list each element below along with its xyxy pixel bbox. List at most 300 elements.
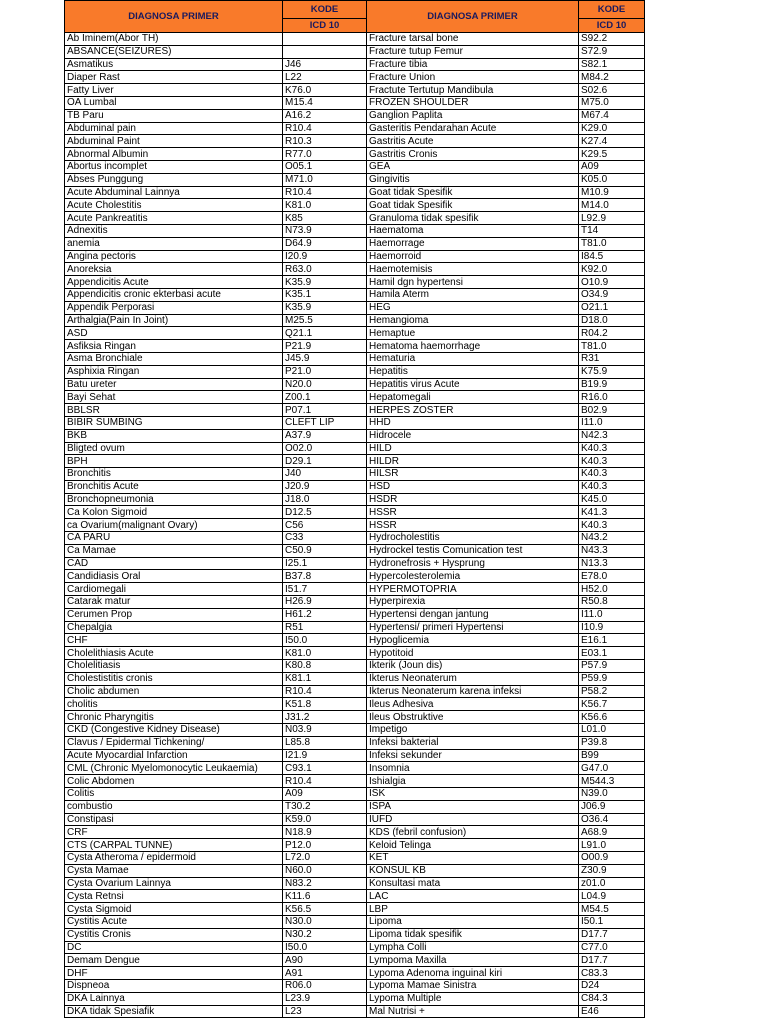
diagnosa-right-cell: Fracture tibia xyxy=(367,58,579,71)
diagnosa-left-cell: Clavus / Epidermal Tichkening/ xyxy=(65,736,283,749)
diagnosa-left-cell: BPH xyxy=(65,455,283,468)
diagnosa-right-cell: Haematoma xyxy=(367,224,579,237)
header-diagnosa-right: DIAGNOSA PRIMER xyxy=(367,1,579,33)
kode-left-cell: J20.9 xyxy=(283,480,367,493)
kode-right-cell: I50.1 xyxy=(579,915,645,928)
kode-left-cell: K59.0 xyxy=(283,813,367,826)
diagnosa-left-cell: Appendicitis Acute xyxy=(65,276,283,289)
kode-right-cell: K40.3 xyxy=(579,480,645,493)
diagnosa-left-cell: DKA Lainnya xyxy=(65,992,283,1005)
table-row xyxy=(65,634,645,647)
diagnosa-left-cell: Asfiksia Ringan xyxy=(65,340,283,353)
table-row xyxy=(65,736,645,749)
kode-left-cell: J18.0 xyxy=(283,493,367,506)
diagnosa-right-cell: Hematoma haemorrhage xyxy=(367,340,579,353)
header-icd-left: ICD 10 xyxy=(283,19,367,33)
kode-right-cell: D18.0 xyxy=(579,314,645,327)
kode-right-cell: K40.3 xyxy=(579,519,645,532)
kode-right-cell: B99 xyxy=(579,749,645,762)
kode-left-cell: N30.2 xyxy=(283,928,367,941)
table-row xyxy=(65,96,645,109)
diagnosa-right-cell: KET xyxy=(367,852,579,865)
kode-left-cell: C33 xyxy=(283,532,367,545)
diagnosa-left-cell: Cerumen Prop xyxy=(65,608,283,621)
diagnosa-left-cell: Cysta Ovarium Lainnya xyxy=(65,877,283,890)
table-row xyxy=(65,647,645,660)
kode-left-cell: R10.4 xyxy=(283,122,367,135)
kode-right-cell: M75.0 xyxy=(579,96,645,109)
kode-left-cell: A90 xyxy=(283,954,367,967)
kode-right-cell: P57.9 xyxy=(579,660,645,673)
diagnosa-left-cell: Cystitis Acute xyxy=(65,915,283,928)
kode-left-cell: P21.0 xyxy=(283,365,367,378)
kode-right-cell: N43.2 xyxy=(579,532,645,545)
kode-right-cell: M67.4 xyxy=(579,109,645,122)
kode-left-cell: T30.2 xyxy=(283,800,367,813)
kode-right-cell: H52.0 xyxy=(579,583,645,596)
table-row xyxy=(65,186,645,199)
diagnosa-right-cell: HHD xyxy=(367,416,579,429)
table-row xyxy=(65,404,645,417)
kode-left-cell: D29.1 xyxy=(283,455,367,468)
diagnosa-right-cell: Gastritis Acute xyxy=(367,135,579,148)
kode-left-cell: I51.7 xyxy=(283,583,367,596)
kode-left-cell: M71.0 xyxy=(283,173,367,186)
diagnosa-right-cell: Haemotemisis xyxy=(367,263,579,276)
diagnosa-right-cell: HERPES ZOSTER xyxy=(367,404,579,417)
diagnosa-right-cell: HYPERMOTOPRIA xyxy=(367,583,579,596)
kode-left-cell: N18.9 xyxy=(283,826,367,839)
table-row xyxy=(65,800,645,813)
diagnosa-left-cell: Abduminal Paint xyxy=(65,135,283,148)
diagnosa-left-cell: BKB xyxy=(65,429,283,442)
table-row xyxy=(65,864,645,877)
table-row xyxy=(65,378,645,391)
kode-left-cell: K85 xyxy=(283,212,367,225)
diagnosa-left-cell: Appendicitis cronic ekterbasi acute xyxy=(65,288,283,301)
table-row xyxy=(65,327,645,340)
kode-left-cell: J45.9 xyxy=(283,352,367,365)
diagnosa-left-cell: Asmatikus xyxy=(65,58,283,71)
table-row xyxy=(65,237,645,250)
kode-left-cell: N73.9 xyxy=(283,224,367,237)
diagnosa-left-cell: Diaper Rast xyxy=(65,71,283,84)
kode-right-cell: J06.9 xyxy=(579,800,645,813)
kode-left-cell: N83.2 xyxy=(283,877,367,890)
table-row xyxy=(65,903,645,916)
diagnosa-right-cell: Fracture tutup Femur xyxy=(367,45,579,58)
table-row xyxy=(65,660,645,673)
kode-left-cell: O02.0 xyxy=(283,442,367,455)
table-row xyxy=(65,506,645,519)
diagnosa-left-cell: CTS (CARPAL TUNNE) xyxy=(65,839,283,852)
kode-right-cell: S72.9 xyxy=(579,45,645,58)
kode-right-cell: D17.7 xyxy=(579,954,645,967)
table-row xyxy=(65,276,645,289)
kode-left-cell: I21.9 xyxy=(283,749,367,762)
icd10-table xyxy=(64,0,645,1018)
diagnosa-right-cell: Ikterus Neonaterum karena infeksi xyxy=(367,685,579,698)
kode-right-cell: K27.4 xyxy=(579,135,645,148)
table-row xyxy=(65,148,645,161)
diagnosa-left-cell: Candidiasis Oral xyxy=(65,570,283,583)
kode-left-cell: K35.9 xyxy=(283,301,367,314)
diagnosa-left-cell: Abses Punggung xyxy=(65,173,283,186)
diagnosa-left-cell: ABSANCE(SEIZURES) xyxy=(65,45,283,58)
kode-right-cell: K45.0 xyxy=(579,493,645,506)
diagnosa-left-cell: Fatty Liver xyxy=(65,84,283,97)
diagnosa-left-cell: Cysta Sigmoid xyxy=(65,903,283,916)
diagnosa-right-cell: Hemaptue xyxy=(367,327,579,340)
diagnosa-left-cell: Appendik Perporasi xyxy=(65,301,283,314)
table-row xyxy=(65,480,645,493)
table-row xyxy=(65,544,645,557)
kode-right-cell: R04.2 xyxy=(579,327,645,340)
kode-left-cell: D64.9 xyxy=(283,237,367,250)
kode-left-cell: I25.1 xyxy=(283,557,367,570)
diagnosa-right-cell: HSD xyxy=(367,480,579,493)
diagnosa-left-cell: Acute Myocardial Infarction xyxy=(65,749,283,762)
table-row xyxy=(65,391,645,404)
table-row xyxy=(65,557,645,570)
diagnosa-right-cell: Hypercolesterolemia xyxy=(367,570,579,583)
kode-right-cell: I11.0 xyxy=(579,416,645,429)
kode-left-cell: R77.0 xyxy=(283,148,367,161)
table-row xyxy=(65,519,645,532)
kode-right-cell: P39.8 xyxy=(579,736,645,749)
kode-left-cell: N20.0 xyxy=(283,378,367,391)
table-row xyxy=(65,429,645,442)
kode-right-cell: E46 xyxy=(579,1005,645,1018)
kode-right-cell: K29.5 xyxy=(579,148,645,161)
diagnosa-right-cell: Fractute Tertutup Mandibula xyxy=(367,84,579,97)
kode-left-cell: K11.6 xyxy=(283,890,367,903)
kode-right-cell: B19.9 xyxy=(579,378,645,391)
diagnosa-right-cell: ISK xyxy=(367,788,579,801)
diagnosa-right-cell: Hamil dgn hypertensi xyxy=(367,276,579,289)
table-row xyxy=(65,685,645,698)
table-row xyxy=(65,33,645,46)
kode-right-cell: K41.3 xyxy=(579,506,645,519)
table-row xyxy=(65,596,645,609)
table-row xyxy=(65,109,645,122)
kode-left-cell xyxy=(283,33,367,46)
diagnosa-right-cell: Hypotitoid xyxy=(367,647,579,660)
kode-right-cell: R16.0 xyxy=(579,391,645,404)
kode-left-cell: Q21.1 xyxy=(283,327,367,340)
kode-right-cell: L01.0 xyxy=(579,724,645,737)
diagnosa-left-cell: TB Paru xyxy=(65,109,283,122)
kode-left-cell: L85.8 xyxy=(283,736,367,749)
table-row xyxy=(65,749,645,762)
table-row xyxy=(65,263,645,276)
kode-left-cell: L23 xyxy=(283,1005,367,1018)
kode-right-cell: L92.9 xyxy=(579,212,645,225)
kode-right-cell: P59.9 xyxy=(579,672,645,685)
kode-left-cell: K81.0 xyxy=(283,199,367,212)
kode-right-cell: R50.8 xyxy=(579,596,645,609)
kode-left-cell: A16.2 xyxy=(283,109,367,122)
kode-left-cell: P12.0 xyxy=(283,839,367,852)
diagnosa-right-cell: Infeksi bakterial xyxy=(367,736,579,749)
table-row xyxy=(65,979,645,992)
kode-left-cell: K35.1 xyxy=(283,288,367,301)
diagnosa-right-cell: Infeksi sekunder xyxy=(367,749,579,762)
diagnosa-left-cell: Colic Abdomen xyxy=(65,775,283,788)
kode-left-cell: R63.0 xyxy=(283,263,367,276)
diagnosa-right-cell: Insomnia xyxy=(367,762,579,775)
diagnosa-left-cell: DHF xyxy=(65,967,283,980)
diagnosa-left-cell: Chronic Pharyngitis xyxy=(65,711,283,724)
diagnosa-right-cell: Mal Nutrisi + xyxy=(367,1005,579,1018)
kode-right-cell: O00.9 xyxy=(579,852,645,865)
diagnosa-right-cell: Goat tidak Spesifik xyxy=(367,199,579,212)
diagnosa-right-cell: Ishialgia xyxy=(367,775,579,788)
kode-right-cell: M10.9 xyxy=(579,186,645,199)
diagnosa-right-cell: HSSR xyxy=(367,506,579,519)
table-row xyxy=(65,570,645,583)
kode-right-cell: E03.1 xyxy=(579,647,645,660)
table-row xyxy=(65,621,645,634)
kode-left-cell: R51 xyxy=(283,621,367,634)
header-kode-left: KODE xyxy=(283,1,367,19)
kode-left-cell: K51.8 xyxy=(283,698,367,711)
kode-left-cell: J46 xyxy=(283,58,367,71)
table-row xyxy=(65,135,645,148)
table-row xyxy=(65,314,645,327)
kode-left-cell: A37.9 xyxy=(283,429,367,442)
diagnosa-left-cell: Chepalgia xyxy=(65,621,283,634)
diagnosa-left-cell: Dispneoa xyxy=(65,979,283,992)
diagnosa-left-cell: BIBIR SUMBING xyxy=(65,416,283,429)
table-row xyxy=(65,608,645,621)
table-row xyxy=(65,416,645,429)
diagnosa-right-cell: LBP xyxy=(367,903,579,916)
kode-right-cell: K92.0 xyxy=(579,263,645,276)
diagnosa-right-cell: GEA xyxy=(367,160,579,173)
diagnosa-right-cell: Lipoma xyxy=(367,915,579,928)
diagnosa-right-cell: Ganglion Paplita xyxy=(367,109,579,122)
diagnosa-right-cell: Granuloma tidak spesifik xyxy=(367,212,579,225)
kode-left-cell: L22 xyxy=(283,71,367,84)
diagnosa-right-cell: Hepatomegali xyxy=(367,391,579,404)
kode-left-cell: M15.4 xyxy=(283,96,367,109)
kode-right-cell: M54.5 xyxy=(579,903,645,916)
kode-right-cell: N39.0 xyxy=(579,788,645,801)
kode-left-cell: C50.9 xyxy=(283,544,367,557)
table-row xyxy=(65,839,645,852)
table-row xyxy=(65,928,645,941)
diagnosa-right-cell: Hypoglicemia xyxy=(367,634,579,647)
table-row xyxy=(65,826,645,839)
diagnosa-left-cell: DKA tidak Spesiafik xyxy=(65,1005,283,1018)
diagnosa-right-cell: Lypoma Multiple xyxy=(367,992,579,1005)
kode-left-cell: H61.2 xyxy=(283,608,367,621)
kode-right-cell: K05.0 xyxy=(579,173,645,186)
diagnosa-right-cell: HILSR xyxy=(367,468,579,481)
table-row xyxy=(65,583,645,596)
kode-right-cell: O36.4 xyxy=(579,813,645,826)
table-row xyxy=(65,992,645,1005)
table-row xyxy=(65,813,645,826)
diagnosa-left-cell: Cholelithiasis Acute xyxy=(65,647,283,660)
kode-right-cell: K40.3 xyxy=(579,442,645,455)
kode-right-cell: K56.7 xyxy=(579,698,645,711)
diagnosa-right-cell: Hemangioma xyxy=(367,314,579,327)
diagnosa-left-cell: Adnexitis xyxy=(65,224,283,237)
table-row xyxy=(65,84,645,97)
kode-left-cell: K81.0 xyxy=(283,647,367,660)
table-row xyxy=(65,340,645,353)
diagnosa-right-cell: Hypertensi/ primeri Hypertensi xyxy=(367,621,579,634)
kode-right-cell: R31 xyxy=(579,352,645,365)
table-row xyxy=(65,493,645,506)
kode-right-cell: S82.1 xyxy=(579,58,645,71)
table-row xyxy=(65,698,645,711)
kode-right-cell: S92.2 xyxy=(579,33,645,46)
kode-right-cell: T14 xyxy=(579,224,645,237)
kode-right-cell: z01.0 xyxy=(579,877,645,890)
diagnosa-right-cell: HSDR xyxy=(367,493,579,506)
header-icd-right: ICD 10 xyxy=(579,19,645,33)
diagnosa-left-cell: Catarak matur xyxy=(65,596,283,609)
kode-right-cell: O21.1 xyxy=(579,301,645,314)
diagnosa-left-cell: Cardiomegali xyxy=(65,583,283,596)
kode-right-cell: L04.9 xyxy=(579,890,645,903)
kode-right-cell: C77.0 xyxy=(579,941,645,954)
diagnosa-right-cell: Gasteritis Pendarahan Acute xyxy=(367,122,579,135)
kode-left-cell: C93.1 xyxy=(283,762,367,775)
diagnosa-left-cell: Cholic abdumen xyxy=(65,685,283,698)
kode-right-cell: M14.0 xyxy=(579,199,645,212)
diagnosa-right-cell: Haemorroid xyxy=(367,250,579,263)
diagnosa-right-cell: Hypertensi dengan jantung xyxy=(367,608,579,621)
diagnosa-left-cell: Asma Bronchiale xyxy=(65,352,283,365)
diagnosa-left-cell: DC xyxy=(65,941,283,954)
diagnosa-left-cell: Abortus incomplet xyxy=(65,160,283,173)
kode-right-cell: E78.0 xyxy=(579,570,645,583)
diagnosa-left-cell: Batu ureter xyxy=(65,378,283,391)
kode-right-cell: K75.9 xyxy=(579,365,645,378)
kode-right-cell: E16.1 xyxy=(579,634,645,647)
diagnosa-right-cell: Keloid Telinga xyxy=(367,839,579,852)
table-row xyxy=(65,160,645,173)
diagnosa-left-cell: Abduminal pain xyxy=(65,122,283,135)
kode-left-cell: J40 xyxy=(283,468,367,481)
diagnosa-right-cell: FROZEN SHOULDER xyxy=(367,96,579,109)
header-kode-right: KODE xyxy=(579,1,645,19)
kode-left-cell: O05.1 xyxy=(283,160,367,173)
diagnosa-left-cell: cholitis xyxy=(65,698,283,711)
diagnosa-left-cell: Acute Cholestitis xyxy=(65,199,283,212)
diagnosa-right-cell: Hidrocele xyxy=(367,429,579,442)
diagnosa-left-cell: CRF xyxy=(65,826,283,839)
table-row xyxy=(65,532,645,545)
table-row xyxy=(65,288,645,301)
diagnosa-right-cell: Lypoma Adenoma inguinal kiri xyxy=(367,967,579,980)
table-row xyxy=(65,890,645,903)
kode-left-cell: P07.1 xyxy=(283,404,367,417)
kode-left-cell: A09 xyxy=(283,788,367,801)
diagnosa-left-cell: Cysta Mamae xyxy=(65,864,283,877)
diagnosa-right-cell: HEG xyxy=(367,301,579,314)
kode-right-cell: N42.3 xyxy=(579,429,645,442)
kode-left-cell: L23.9 xyxy=(283,992,367,1005)
diagnosa-left-cell: Asphixia Ringan xyxy=(65,365,283,378)
diagnosa-right-cell: Hydrocholestitis xyxy=(367,532,579,545)
kode-right-cell: B02.9 xyxy=(579,404,645,417)
diagnosa-right-cell: Ikterus Neonaterum xyxy=(367,672,579,685)
diagnosa-left-cell: combustio xyxy=(65,800,283,813)
kode-left-cell: R10.3 xyxy=(283,135,367,148)
diagnosa-left-cell: Bronchopneumonia xyxy=(65,493,283,506)
diagnosa-right-cell: Impetigo xyxy=(367,724,579,737)
diagnosa-right-cell: Hematuria xyxy=(367,352,579,365)
table-row xyxy=(65,762,645,775)
diagnosa-left-cell: Acute Pankreatitis xyxy=(65,212,283,225)
kode-right-cell: K40.3 xyxy=(579,455,645,468)
diagnosa-right-cell: Lypoma Mamae Sinistra xyxy=(367,979,579,992)
diagnosa-left-cell: Cysta Atheroma / epidermoid xyxy=(65,852,283,865)
diagnosa-right-cell: IUFD xyxy=(367,813,579,826)
kode-right-cell: N43.3 xyxy=(579,544,645,557)
kode-left-cell: R10.4 xyxy=(283,685,367,698)
diagnosa-left-cell: Demam Dengue xyxy=(65,954,283,967)
diagnosa-right-cell: Ikterik (Joun dis) xyxy=(367,660,579,673)
diagnosa-right-cell: Ileus Adhesiva xyxy=(367,698,579,711)
diagnosa-left-cell: Acute Abduminal Lainnya xyxy=(65,186,283,199)
kode-right-cell: T81.0 xyxy=(579,237,645,250)
diagnosa-right-cell: KONSUL KB xyxy=(367,864,579,877)
diagnosa-left-cell: Arthalgia(Pain In Joint) xyxy=(65,314,283,327)
kode-left-cell: N60.0 xyxy=(283,864,367,877)
kode-left-cell: B37.8 xyxy=(283,570,367,583)
table-row xyxy=(65,442,645,455)
diagnosa-left-cell: CA PARU xyxy=(65,532,283,545)
diagnosa-left-cell: Abnormal Albumin xyxy=(65,148,283,161)
kode-left-cell: C56 xyxy=(283,519,367,532)
kode-left-cell: K80.8 xyxy=(283,660,367,673)
diagnosa-left-cell: Cholestistitis cronis xyxy=(65,672,283,685)
diagnosa-right-cell: Lympha Colli xyxy=(367,941,579,954)
table-row xyxy=(65,71,645,84)
header-diagnosa-left: DIAGNOSA PRIMER xyxy=(65,1,283,33)
diagnosa-left-cell: Anoreksia xyxy=(65,263,283,276)
diagnosa-right-cell: Fracture Union xyxy=(367,71,579,84)
kode-right-cell: N13.3 xyxy=(579,557,645,570)
diagnosa-right-cell: HSSR xyxy=(367,519,579,532)
diagnosa-left-cell: ca Ovarium(malignant Ovary) xyxy=(65,519,283,532)
table-row xyxy=(65,301,645,314)
diagnosa-left-cell: BBLSR xyxy=(65,404,283,417)
table-row xyxy=(65,455,645,468)
diagnosa-right-cell: Goat tidak Spesifik xyxy=(367,186,579,199)
kode-left-cell: L72.0 xyxy=(283,852,367,865)
diagnosa-right-cell: Hyperpirexia xyxy=(367,596,579,609)
table-row xyxy=(65,788,645,801)
kode-left-cell: P21.9 xyxy=(283,340,367,353)
diagnosa-left-cell: CHF xyxy=(65,634,283,647)
kode-right-cell: D17.7 xyxy=(579,928,645,941)
diagnosa-right-cell: Ileus Obstruktive xyxy=(367,711,579,724)
diagnosa-left-cell: Ca Mamae xyxy=(65,544,283,557)
diagnosa-left-cell: Bayi Sehat xyxy=(65,391,283,404)
kode-left-cell: R10.4 xyxy=(283,775,367,788)
diagnosa-right-cell: Hydrockel testis Comunication test xyxy=(367,544,579,557)
diagnosa-left-cell: ASD xyxy=(65,327,283,340)
table-row xyxy=(65,967,645,980)
diagnosa-right-cell: Haemorrage xyxy=(367,237,579,250)
